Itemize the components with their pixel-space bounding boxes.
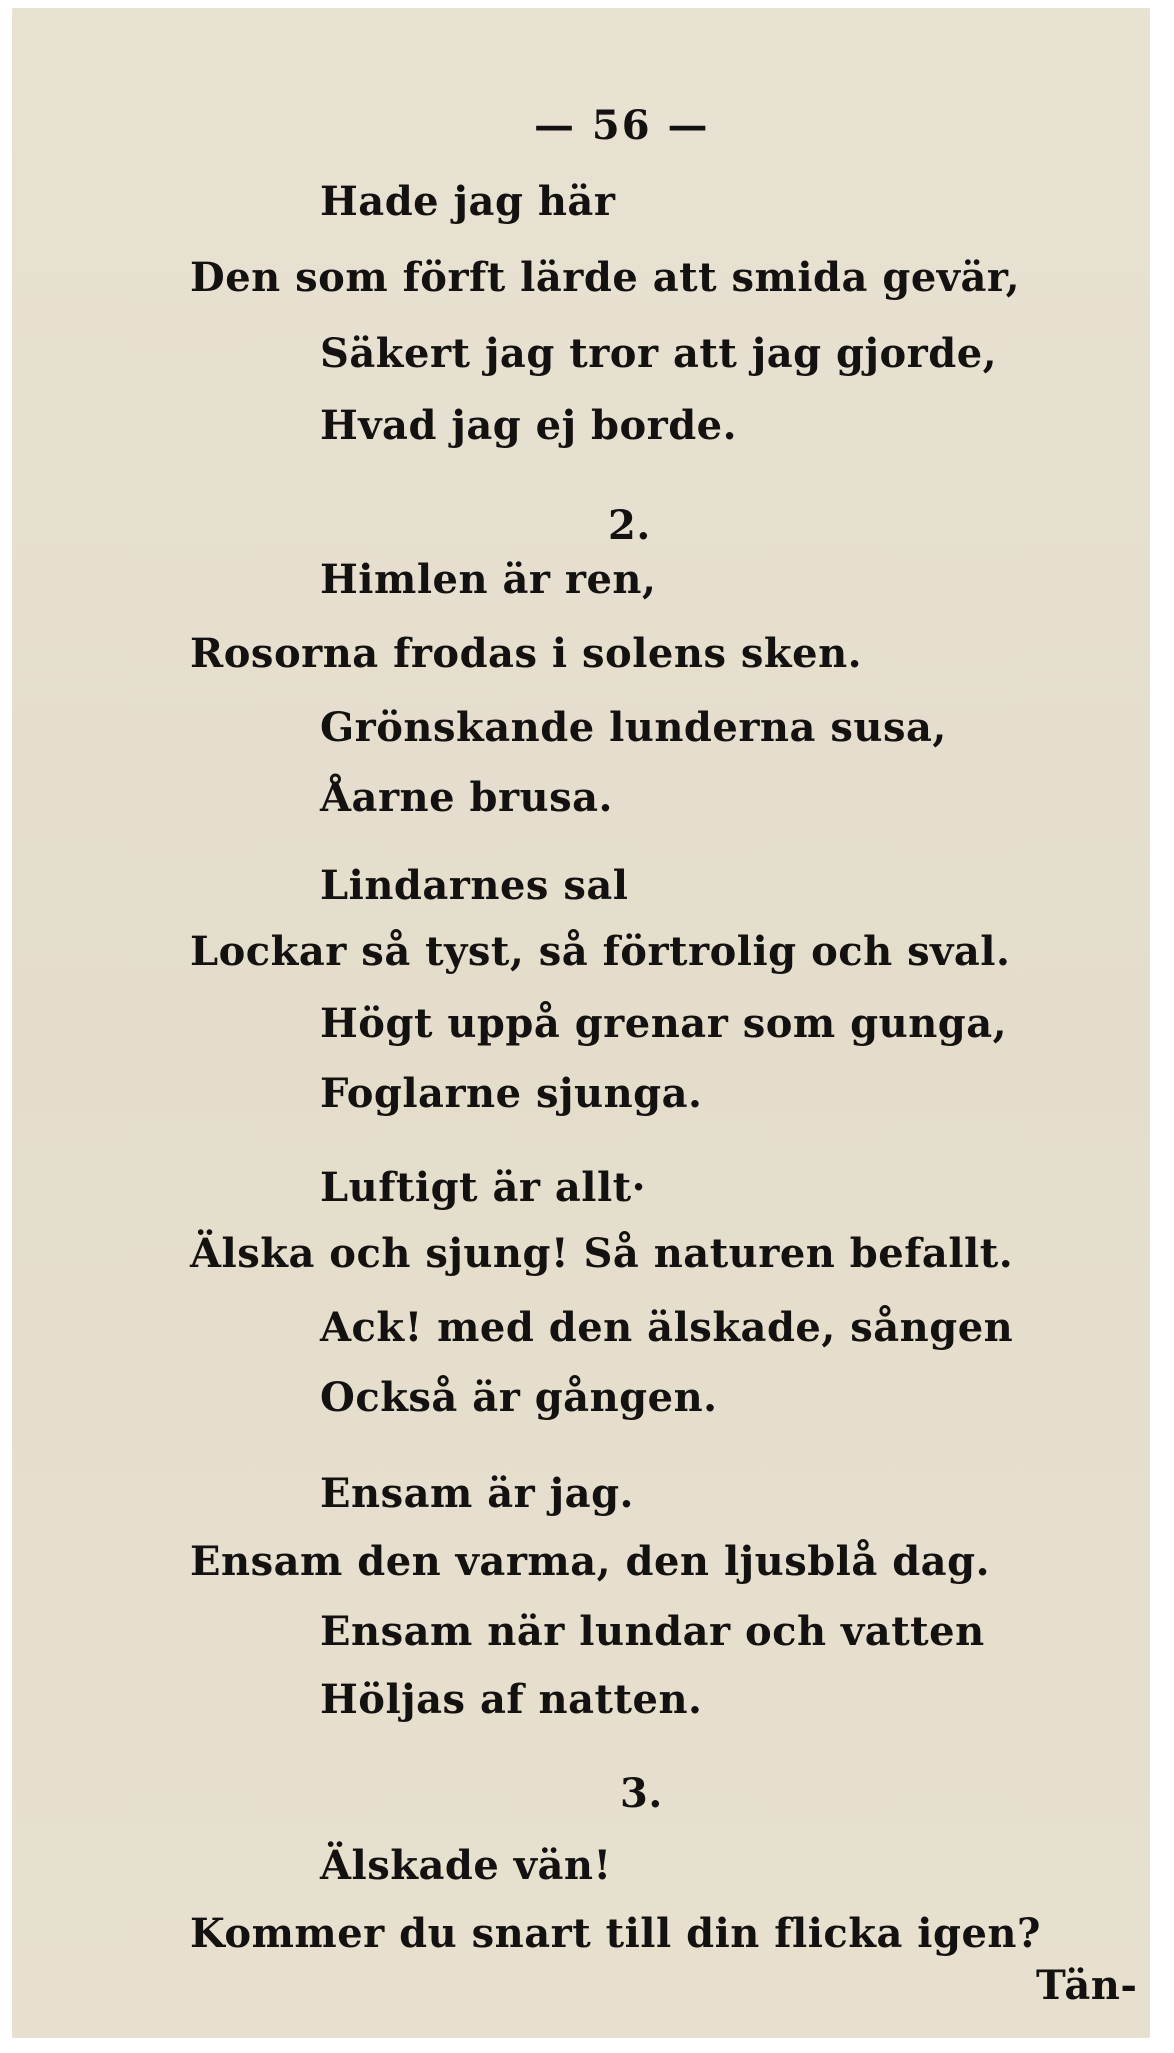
verse-line: Hade jag här bbox=[320, 178, 616, 225]
verse-line: Himlen är ren, bbox=[320, 556, 657, 603]
verse-line: Höljas af natten. bbox=[320, 1676, 703, 1723]
verse-line: Den som förft lärde att smida gevär, bbox=[190, 254, 1021, 301]
verse-line: Lindarnes sal bbox=[320, 862, 629, 909]
verse-line: Lockar så tyst, så förtrolig och sval. bbox=[190, 928, 1011, 975]
verse-line: Luftigt är allt· bbox=[320, 1164, 647, 1211]
verse-line: Högt uppå grenar som gunga, bbox=[320, 1000, 1008, 1047]
verse-line: Älska och sjung! Så naturen befallt. bbox=[190, 1230, 1014, 1277]
verse-line: Rosorna frodas i solens sken. bbox=[190, 630, 863, 677]
book-page bbox=[12, 8, 1150, 2038]
verse-line: Säkert jag tror att jag gjorde, bbox=[320, 330, 998, 377]
verse-line: Foglarne sjunga. bbox=[320, 1070, 703, 1117]
verse-line: Ensam när lundar och vatten bbox=[320, 1608, 985, 1655]
verse-line: Kommer du snart till din flicka igen? bbox=[190, 1910, 1041, 1957]
verse-line: Åarne brusa. bbox=[320, 774, 613, 821]
verse-line: Också är gången. bbox=[320, 1374, 718, 1421]
verse-line: Ensam den varma, den ljusblå dag. bbox=[190, 1538, 990, 1585]
verse-line: Ack! med den älskade, sången bbox=[320, 1304, 1014, 1351]
catchword: Tän- bbox=[1036, 1962, 1138, 2009]
verse-line: Älskade vän! bbox=[320, 1842, 612, 1889]
verse-line: Ensam är jag. bbox=[320, 1470, 634, 1517]
verse-line: Hvad jag ej borde. bbox=[320, 402, 738, 449]
section-number: 3. bbox=[620, 1770, 663, 1817]
section-number: 2. bbox=[608, 502, 651, 549]
verse-line: Grönskande lunderna susa, bbox=[320, 704, 947, 751]
page-number: — 56 — bbox=[534, 102, 710, 149]
